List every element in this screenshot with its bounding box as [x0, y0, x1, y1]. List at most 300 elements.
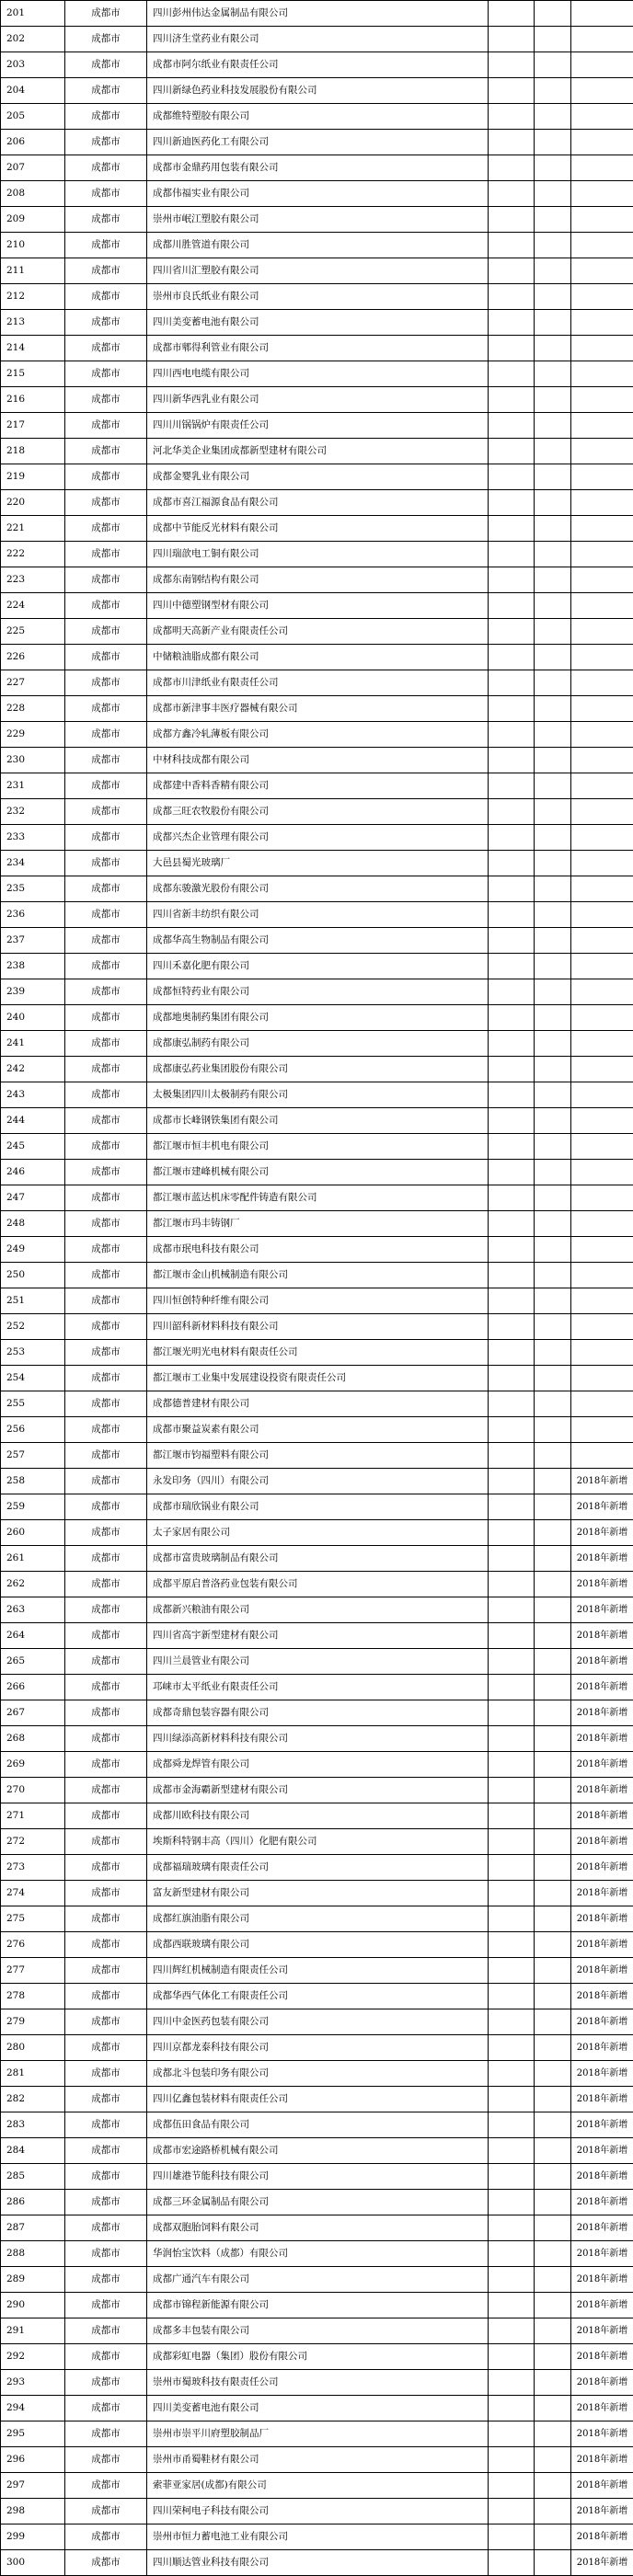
note-cell	[571, 1366, 633, 1391]
empty-cell	[535, 1237, 571, 1263]
note-cell	[571, 748, 633, 773]
note-cell: 2018年新增	[571, 2421, 633, 2447]
table-row	[1, 1572, 633, 1597]
city-cell: 成都市	[65, 954, 147, 979]
empty-cell	[489, 2447, 535, 2473]
empty-cell	[535, 155, 571, 181]
empty-cell	[489, 2318, 535, 2344]
city-cell: 成都市	[65, 1546, 147, 1572]
empty-cell	[489, 748, 535, 773]
city-cell: 成都市	[65, 825, 147, 851]
empty-cell	[489, 207, 535, 233]
empty-cell	[535, 1546, 571, 1572]
empty-cell	[535, 1881, 571, 1906]
city-cell: 成都市	[65, 1958, 147, 1984]
city-cell: 成都市	[65, 1263, 147, 1288]
empty-cell	[535, 1469, 571, 1494]
company-name-cell: 崇州市蜀玻科技有限责任公司	[147, 2370, 489, 2396]
company-name-cell: 成都多丰包装有限公司	[147, 2318, 489, 2344]
company-name-cell: 成都中节能反光材料有限公司	[147, 516, 489, 542]
row-number-cell: 247	[1, 1185, 65, 1211]
empty-cell	[489, 902, 535, 928]
note-cell: 2018年新增	[571, 1623, 633, 1649]
city-cell: 成都市	[65, 1855, 147, 1881]
company-name-cell: 成都金婴乳业有限公司	[147, 464, 489, 490]
note-cell	[571, 1160, 633, 1185]
company-name-cell: 太极集团四川太极制药有限公司	[147, 1082, 489, 1108]
company-name-cell: 中材科技成都有限公司	[147, 748, 489, 773]
city-cell: 成都市	[65, 1417, 147, 1443]
empty-cell	[489, 1803, 535, 1829]
empty-cell	[535, 2035, 571, 2061]
company-name-cell: 成都方鑫冷轧薄板有限公司	[147, 722, 489, 748]
empty-cell	[489, 2499, 535, 2524]
row-number-cell: 253	[1, 1340, 65, 1366]
empty-cell	[535, 1984, 571, 2009]
row-number-cell: 250	[1, 1263, 65, 1288]
note-cell	[571, 1237, 633, 1263]
empty-cell	[535, 696, 571, 722]
table-row	[1, 2318, 633, 2344]
row-number-cell: 235	[1, 876, 65, 902]
row-number-cell: 298	[1, 2499, 65, 2524]
company-name-cell: 成都康弘药业集团股份有限公司	[147, 1057, 489, 1082]
empty-cell	[489, 1005, 535, 1031]
note-cell: 2018年新增	[571, 1649, 633, 1675]
company-name-cell: 都江堰市蓝达机床零配件铸造有限公司	[147, 1185, 489, 1211]
note-cell	[571, 310, 633, 336]
row-number-cell: 220	[1, 490, 65, 516]
note-cell	[571, 233, 633, 258]
company-name-cell: 四川新华西乳业有限公司	[147, 387, 489, 413]
empty-cell	[535, 1906, 571, 1932]
empty-cell	[489, 27, 535, 52]
company-name-cell: 成都明天高新产业有限责任公司	[147, 619, 489, 645]
table-row	[1, 954, 633, 979]
empty-cell	[535, 207, 571, 233]
city-cell: 成都市	[65, 2061, 147, 2087]
company-name-cell: 大邑县蜀光玻璃厂	[147, 851, 489, 876]
city-cell: 成都市	[65, 902, 147, 928]
city-cell: 成都市	[65, 336, 147, 361]
company-name-cell: 四川彭州伟达金属制品有限公司	[147, 1, 489, 27]
row-number-cell: 286	[1, 2190, 65, 2215]
city-cell: 成都市	[65, 130, 147, 155]
company-name-cell: 成都康弘制药有限公司	[147, 1031, 489, 1057]
empty-cell	[535, 2447, 571, 2473]
note-cell	[571, 78, 633, 104]
empty-cell	[535, 799, 571, 825]
table-row	[1, 619, 633, 645]
empty-cell	[489, 1546, 535, 1572]
note-cell: 2018年新增	[571, 1778, 633, 1803]
company-name-cell: 四川济生堂药业有限公司	[147, 27, 489, 52]
city-cell: 成都市	[65, 1752, 147, 1778]
row-number-cell: 295	[1, 2421, 65, 2447]
table-row	[1, 1263, 633, 1288]
note-cell: 2018年新增	[571, 1597, 633, 1623]
table-row	[1, 1803, 633, 1829]
company-name-cell: 都江堰市金山机械制造有限公司	[147, 1263, 489, 1288]
empty-cell	[535, 78, 571, 104]
empty-cell	[535, 1082, 571, 1108]
note-cell	[571, 516, 633, 542]
company-name-cell: 成都西联玻璃有限公司	[147, 1932, 489, 1958]
row-number-cell: 205	[1, 104, 65, 130]
row-number-cell: 279	[1, 2009, 65, 2035]
note-cell: 2018年新增	[571, 2061, 633, 2087]
empty-cell	[535, 619, 571, 645]
empty-cell	[535, 233, 571, 258]
empty-cell	[535, 1211, 571, 1237]
note-cell: 2018年新增	[571, 1803, 633, 1829]
company-name-cell: 崇州市甬蜀鞋材有限公司	[147, 2447, 489, 2473]
empty-cell	[489, 1906, 535, 1932]
note-cell	[571, 1134, 633, 1160]
empty-cell	[489, 1237, 535, 1263]
empty-cell	[489, 1, 535, 27]
city-cell: 成都市	[65, 1211, 147, 1237]
empty-cell	[535, 1185, 571, 1211]
row-number-cell: 239	[1, 979, 65, 1005]
row-number-cell: 293	[1, 2370, 65, 2396]
company-name-cell: 成都市锦程新能源有限公司	[147, 2293, 489, 2318]
company-name-cell: 河北华美企业集团成都新型建材有限公司	[147, 439, 489, 464]
city-cell: 成都市	[65, 1932, 147, 1958]
row-number-cell: 224	[1, 593, 65, 619]
company-name-cell: 成都市郫得利管业有限公司	[147, 336, 489, 361]
empty-cell	[489, 439, 535, 464]
note-cell: 2018年新增	[571, 2473, 633, 2499]
table-row	[1, 2370, 633, 2396]
empty-cell	[535, 2499, 571, 2524]
table-row	[1, 1700, 633, 1726]
table-row	[1, 258, 633, 284]
table-row	[1, 2035, 633, 2061]
row-number-cell: 297	[1, 2473, 65, 2499]
empty-cell	[489, 1185, 535, 1211]
note-cell	[571, 361, 633, 387]
city-cell: 成都市	[65, 1185, 147, 1211]
table-row	[1, 773, 633, 799]
row-number-cell: 249	[1, 1237, 65, 1263]
empty-cell	[535, 1752, 571, 1778]
empty-cell	[535, 2241, 571, 2267]
city-cell: 成都市	[65, 387, 147, 413]
table-row	[1, 1082, 633, 1108]
table-row	[1, 2112, 633, 2138]
table-row	[1, 1752, 633, 1778]
empty-cell	[535, 979, 571, 1005]
company-name-cell: 成都奇鼎包装容器有限公司	[147, 1700, 489, 1726]
row-number-cell: 236	[1, 902, 65, 928]
city-cell: 成都市	[65, 1778, 147, 1803]
empty-cell	[489, 1366, 535, 1391]
row-number-cell: 254	[1, 1366, 65, 1391]
city-cell: 成都市	[65, 748, 147, 773]
row-number-cell: 251	[1, 1288, 65, 1314]
city-cell: 成都市	[65, 593, 147, 619]
empty-cell	[489, 361, 535, 387]
empty-cell	[535, 825, 571, 851]
row-number-cell: 226	[1, 645, 65, 670]
company-name-cell: 成都市珉电科技有限公司	[147, 1237, 489, 1263]
company-name-cell: 永发印务（四川）有限公司	[147, 1469, 489, 1494]
row-number-cell: 252	[1, 1314, 65, 1340]
company-name-cell: 四川辉红机械制造有限责任公司	[147, 1958, 489, 1984]
table-row	[1, 2215, 633, 2241]
city-cell: 成都市	[65, 1443, 147, 1469]
note-cell	[571, 902, 633, 928]
note-cell: 2018年新增	[571, 1469, 633, 1494]
note-cell	[571, 773, 633, 799]
city-cell: 成都市	[65, 1494, 147, 1520]
table-row	[1, 1366, 633, 1391]
company-name-cell: 四川顺达管业科技有限公司	[147, 2550, 489, 2576]
company-name-cell: 邛崃市太平纸业有限责任公司	[147, 1675, 489, 1700]
empty-cell	[489, 928, 535, 954]
empty-cell	[535, 1057, 571, 1082]
row-number-cell: 244	[1, 1108, 65, 1134]
city-cell: 成都市	[65, 1700, 147, 1726]
empty-cell	[535, 1803, 571, 1829]
row-number-cell: 217	[1, 413, 65, 439]
empty-cell	[489, 876, 535, 902]
note-cell: 2018年新增	[571, 1675, 633, 1700]
empty-cell	[489, 2241, 535, 2267]
empty-cell	[535, 1494, 571, 1520]
row-number-cell: 277	[1, 1958, 65, 1984]
city-cell: 成都市	[65, 2473, 147, 2499]
company-name-cell: 成都北斗包装印务有限公司	[147, 2061, 489, 2087]
table-row	[1, 1855, 633, 1881]
row-number-cell: 269	[1, 1752, 65, 1778]
empty-cell	[489, 851, 535, 876]
empty-cell	[535, 387, 571, 413]
note-cell: 2018年新增	[571, 2190, 633, 2215]
empty-cell	[489, 1263, 535, 1288]
note-cell	[571, 542, 633, 567]
empty-cell	[489, 799, 535, 825]
table-row	[1, 155, 633, 181]
city-cell: 成都市	[65, 1829, 147, 1855]
empty-cell	[489, 2396, 535, 2421]
company-name-cell: 都江堰市建峰机械有限公司	[147, 1160, 489, 1185]
row-number-cell: 264	[1, 1623, 65, 1649]
empty-cell	[489, 2009, 535, 2035]
row-number-cell: 291	[1, 2318, 65, 2344]
city-cell: 成都市	[65, 27, 147, 52]
row-number-cell: 266	[1, 1675, 65, 1700]
note-cell: 2018年新增	[571, 1984, 633, 2009]
city-cell: 成都市	[65, 284, 147, 310]
empty-cell	[489, 2138, 535, 2164]
company-name-cell: 四川京都龙泰科技有限公司	[147, 2035, 489, 2061]
city-cell: 成都市	[65, 2550, 147, 2576]
empty-cell	[489, 52, 535, 78]
note-cell: 2018年新增	[571, 1546, 633, 1572]
note-cell	[571, 670, 633, 696]
empty-cell	[535, 27, 571, 52]
note-cell: 2018年新增	[571, 2396, 633, 2421]
city-cell: 成都市	[65, 78, 147, 104]
empty-cell	[489, 954, 535, 979]
city-cell: 成都市	[65, 1881, 147, 1906]
company-name-cell: 成都广通汽车有限公司	[147, 2267, 489, 2293]
city-cell: 成都市	[65, 104, 147, 130]
empty-cell	[535, 2344, 571, 2370]
city-cell: 成都市	[65, 2447, 147, 2473]
table-row	[1, 1932, 633, 1958]
city-cell: 成都市	[65, 1391, 147, 1417]
city-cell: 成都市	[65, 2524, 147, 2550]
table-row	[1, 2473, 633, 2499]
company-name-cell: 成都市金鼎药用包装有限公司	[147, 155, 489, 181]
row-number-cell: 276	[1, 1932, 65, 1958]
empty-cell	[535, 722, 571, 748]
empty-cell	[489, 2215, 535, 2241]
company-name-cell: 四川荣柯电子科技有限公司	[147, 2499, 489, 2524]
note-cell	[571, 1417, 633, 1443]
empty-cell	[535, 773, 571, 799]
table-row	[1, 1726, 633, 1752]
row-number-cell: 296	[1, 2447, 65, 2473]
note-cell	[571, 799, 633, 825]
city-cell: 成都市	[65, 1237, 147, 1263]
table-row	[1, 27, 633, 52]
empty-cell	[535, 1, 571, 27]
empty-cell	[489, 1160, 535, 1185]
row-number-cell: 248	[1, 1211, 65, 1237]
empty-cell	[489, 233, 535, 258]
city-cell: 成都市	[65, 696, 147, 722]
row-number-cell: 231	[1, 773, 65, 799]
row-number-cell: 232	[1, 799, 65, 825]
table-row	[1, 1443, 633, 1469]
company-name-cell: 索菲亚家居(成都)有限公司	[147, 2473, 489, 2499]
row-number-cell: 209	[1, 207, 65, 233]
company-name-cell: 成都市阿尔纸业有限责任公司	[147, 52, 489, 78]
empty-cell	[489, 1984, 535, 2009]
row-number-cell: 216	[1, 387, 65, 413]
empty-cell	[489, 567, 535, 593]
city-cell: 成都市	[65, 2164, 147, 2190]
row-number-cell: 245	[1, 1134, 65, 1160]
table-row	[1, 2396, 633, 2421]
city-cell: 成都市	[65, 1340, 147, 1366]
note-cell	[571, 593, 633, 619]
empty-cell	[535, 1443, 571, 1469]
city-cell: 成都市	[65, 2396, 147, 2421]
company-name-cell: 四川兰晨管业有限公司	[147, 1649, 489, 1675]
empty-cell	[535, 645, 571, 670]
empty-cell	[489, 1288, 535, 1314]
note-cell	[571, 928, 633, 954]
row-number-cell: 280	[1, 2035, 65, 2061]
table-body	[1, 1, 633, 2576]
company-name-cell: 四川韶科新材料科技有限公司	[147, 1314, 489, 1340]
company-name-cell: 成都红旗油脂有限公司	[147, 1906, 489, 1932]
table-row	[1, 284, 633, 310]
city-cell: 成都市	[65, 2112, 147, 2138]
empty-cell	[535, 1160, 571, 1185]
row-number-cell: 234	[1, 851, 65, 876]
empty-cell	[489, 2164, 535, 2190]
empty-cell	[489, 78, 535, 104]
empty-cell	[535, 1778, 571, 1803]
note-cell: 2018年新增	[571, 2293, 633, 2318]
city-cell: 成都市	[65, 773, 147, 799]
row-number-cell: 210	[1, 233, 65, 258]
empty-cell	[535, 1597, 571, 1623]
empty-cell	[535, 2138, 571, 2164]
empty-cell	[489, 825, 535, 851]
row-number-cell: 259	[1, 1494, 65, 1520]
company-name-cell: 成都恒特药业有限公司	[147, 979, 489, 1005]
empty-cell	[535, 1649, 571, 1675]
city-cell: 成都市	[65, 1, 147, 27]
empty-cell	[489, 2344, 535, 2370]
row-number-cell: 268	[1, 1726, 65, 1752]
company-name-cell: 四川新绿色药业科技发展股份有限公司	[147, 78, 489, 104]
row-number-cell: 214	[1, 336, 65, 361]
table-row	[1, 439, 633, 464]
row-number-cell: 284	[1, 2138, 65, 2164]
table-row	[1, 670, 633, 696]
empty-cell	[489, 2035, 535, 2061]
note-cell: 2018年新增	[571, 1520, 633, 1546]
row-number-cell: 233	[1, 825, 65, 851]
company-name-cell: 崇州市恒力蓄电池工业有限公司	[147, 2524, 489, 2550]
company-name-cell: 崇州市良氏纸业有限公司	[147, 284, 489, 310]
city-cell: 成都市	[65, 722, 147, 748]
city-cell: 成都市	[65, 2087, 147, 2112]
empty-cell	[489, 1391, 535, 1417]
row-number-cell: 241	[1, 1031, 65, 1057]
empty-cell	[489, 1031, 535, 1057]
note-cell	[571, 104, 633, 130]
note-cell	[571, 1031, 633, 1057]
company-name-cell: 四川瑞歆电工铜有限公司	[147, 542, 489, 567]
row-number-cell: 262	[1, 1572, 65, 1597]
table-row	[1, 1778, 633, 1803]
empty-cell	[535, 2473, 571, 2499]
note-cell: 2018年新增	[571, 1752, 633, 1778]
empty-cell	[489, 1108, 535, 1134]
note-cell	[571, 1005, 633, 1031]
empty-cell	[489, 1211, 535, 1237]
note-cell	[571, 825, 633, 851]
table-row	[1, 2447, 633, 2473]
table-row	[1, 516, 633, 542]
empty-cell	[489, 670, 535, 696]
city-cell: 成都市	[65, 1031, 147, 1057]
company-name-cell: 成都福瑞玻璃有限责任公司	[147, 1855, 489, 1881]
table-row	[1, 1984, 633, 2009]
company-name-cell: 四川省高宇新型建材有限公司	[147, 1623, 489, 1649]
row-number-cell: 228	[1, 696, 65, 722]
row-number-cell: 288	[1, 2241, 65, 2267]
empty-cell	[535, 2061, 571, 2087]
table-row	[1, 104, 633, 130]
empty-cell	[489, 1752, 535, 1778]
table-row	[1, 2241, 633, 2267]
city-cell: 成都市	[65, 2421, 147, 2447]
empty-cell	[489, 645, 535, 670]
empty-cell	[535, 1288, 571, 1314]
city-cell: 成都市	[65, 2035, 147, 2061]
table-row	[1, 413, 633, 439]
